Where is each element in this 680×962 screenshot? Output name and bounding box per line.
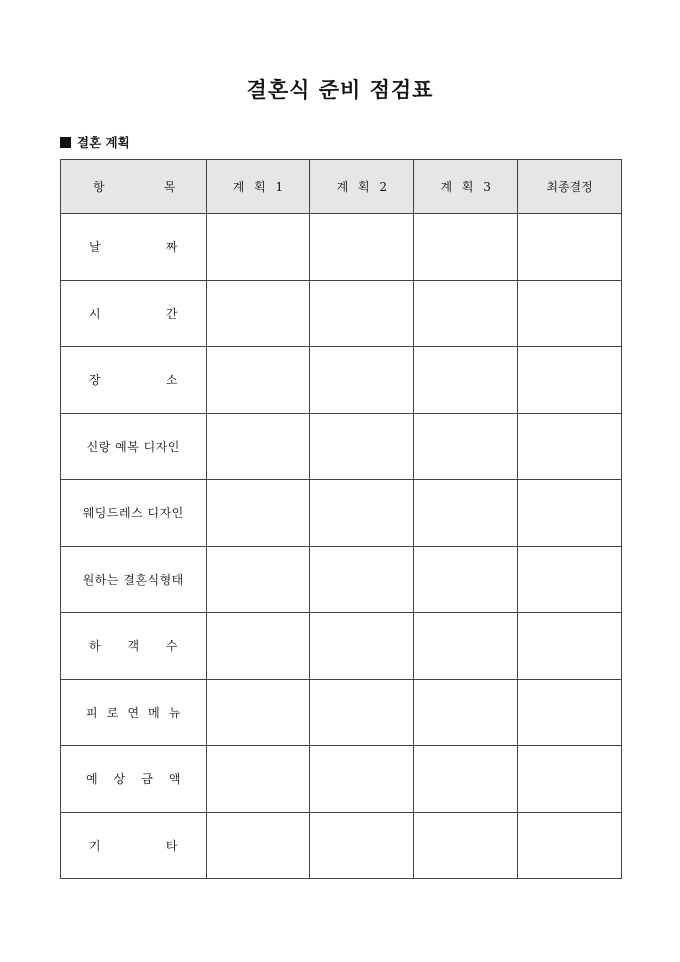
final-decision-cell[interactable] bbox=[518, 746, 622, 813]
table-row bbox=[61, 546, 622, 613]
row-label-char: 시 bbox=[89, 306, 101, 321]
header-plan-3: 계 획 3 bbox=[414, 160, 518, 214]
header-item bbox=[61, 160, 207, 214]
row-label-cell bbox=[61, 546, 207, 613]
plan-3-cell[interactable] bbox=[414, 214, 518, 281]
plan-3-cell[interactable] bbox=[414, 413, 518, 480]
header-plan-2: 계 획 2 bbox=[310, 160, 414, 214]
row-label-cell bbox=[61, 214, 207, 281]
plan-1-cell[interactable] bbox=[206, 280, 310, 347]
section-heading-label: 결혼 계획 bbox=[77, 135, 130, 150]
final-decision-cell[interactable] bbox=[518, 546, 622, 613]
row-label-char: 연 bbox=[127, 705, 140, 720]
plan-2-cell[interactable] bbox=[310, 613, 414, 680]
row-label-char: 상 bbox=[113, 772, 126, 787]
row-label-cell bbox=[61, 679, 207, 746]
black-square-icon bbox=[60, 137, 71, 148]
plan-3-cell[interactable] bbox=[414, 280, 518, 347]
table-row bbox=[61, 347, 622, 414]
row-label-char: 객 bbox=[127, 639, 140, 654]
row-label-char: 소 bbox=[165, 373, 178, 388]
plan-2-cell[interactable] bbox=[310, 347, 414, 414]
row-label-char: 날 bbox=[89, 240, 101, 255]
plan-3-cell[interactable] bbox=[414, 546, 518, 613]
plan-2-cell[interactable] bbox=[310, 480, 414, 547]
plan-3-cell[interactable] bbox=[414, 746, 518, 813]
row-label-char: 하 bbox=[89, 639, 101, 654]
row-label-text: 신랑 예복 디자인 bbox=[86, 439, 180, 454]
row-label-cell bbox=[61, 413, 207, 480]
table-row bbox=[61, 613, 622, 680]
row-label-cell bbox=[61, 746, 207, 813]
final-decision-cell[interactable] bbox=[518, 812, 622, 879]
plan-2-cell[interactable] bbox=[310, 280, 414, 347]
row-label-char: 로 bbox=[106, 705, 119, 720]
row-label-cell bbox=[61, 480, 207, 547]
final-decision-cell[interactable] bbox=[518, 347, 622, 414]
row-label-char: 간 bbox=[165, 306, 178, 321]
plan-3-cell[interactable] bbox=[414, 480, 518, 547]
row-label-char: 뉴 bbox=[168, 705, 181, 720]
row-label-char: 짜 bbox=[165, 240, 178, 255]
final-decision-cell[interactable] bbox=[518, 280, 622, 347]
plan-1-cell[interactable] bbox=[206, 214, 310, 281]
row-label-cell bbox=[61, 613, 207, 680]
final-decision-cell[interactable] bbox=[518, 613, 622, 680]
row-label-char: 금 bbox=[141, 772, 153, 787]
plan-2-cell[interactable] bbox=[310, 812, 414, 879]
row-label-cell bbox=[61, 347, 207, 414]
table-row bbox=[61, 413, 622, 480]
plan-3-cell[interactable] bbox=[414, 347, 518, 414]
row-label-cell bbox=[61, 812, 207, 879]
header-item-char: 항 bbox=[93, 180, 105, 194]
header-final-decision: 최종결정 bbox=[518, 160, 622, 214]
row-label-text: 웨딩드레스 디자인 bbox=[82, 506, 184, 521]
plan-3-cell[interactable] bbox=[414, 679, 518, 746]
header-item-char: 목 bbox=[163, 180, 176, 194]
row-label-char: 장 bbox=[89, 373, 101, 388]
header-plan-1: 계 획 1 bbox=[206, 160, 310, 214]
plan-2-cell[interactable] bbox=[310, 413, 414, 480]
plan-1-cell[interactable] bbox=[206, 613, 310, 680]
final-decision-cell[interactable] bbox=[518, 214, 622, 281]
section-heading bbox=[60, 133, 130, 151]
row-label-char: 액 bbox=[168, 772, 181, 787]
table-row bbox=[61, 812, 622, 879]
table-row bbox=[61, 679, 622, 746]
plan-1-cell[interactable] bbox=[206, 480, 310, 547]
plan-2-cell[interactable] bbox=[310, 546, 414, 613]
final-decision-cell[interactable] bbox=[518, 413, 622, 480]
row-label-cell bbox=[61, 280, 207, 347]
final-decision-cell[interactable] bbox=[518, 480, 622, 547]
row-label-char: 타 bbox=[165, 838, 178, 853]
table-row bbox=[61, 214, 622, 281]
plan-1-cell[interactable] bbox=[206, 347, 310, 414]
plan-1-cell[interactable] bbox=[206, 413, 310, 480]
row-label-char: 기 bbox=[89, 838, 101, 853]
row-label-char: 피 bbox=[86, 705, 98, 720]
row-label-text: 원하는 결혼식형태 bbox=[82, 572, 184, 587]
plan-3-cell[interactable] bbox=[414, 613, 518, 680]
plan-1-cell[interactable] bbox=[206, 812, 310, 879]
plan-3-cell[interactable] bbox=[414, 812, 518, 879]
plan-1-cell[interactable] bbox=[206, 746, 310, 813]
table-row bbox=[61, 480, 622, 547]
plan-1-cell[interactable] bbox=[206, 679, 310, 746]
table-row bbox=[61, 280, 622, 347]
table-header-row bbox=[61, 160, 622, 214]
plan-2-cell[interactable] bbox=[310, 746, 414, 813]
plan-2-cell[interactable] bbox=[310, 214, 414, 281]
table-row bbox=[61, 746, 622, 813]
row-label-char: 예 bbox=[86, 772, 98, 787]
final-decision-cell[interactable] bbox=[518, 679, 622, 746]
row-label-char: 수 bbox=[165, 639, 178, 654]
plan-2-cell[interactable] bbox=[310, 679, 414, 746]
page-title: 결혼식 준비 점검표 bbox=[246, 77, 434, 102]
row-label-char: 메 bbox=[148, 705, 160, 720]
plan-1-cell[interactable] bbox=[206, 546, 310, 613]
wedding-plan-table bbox=[60, 159, 622, 879]
